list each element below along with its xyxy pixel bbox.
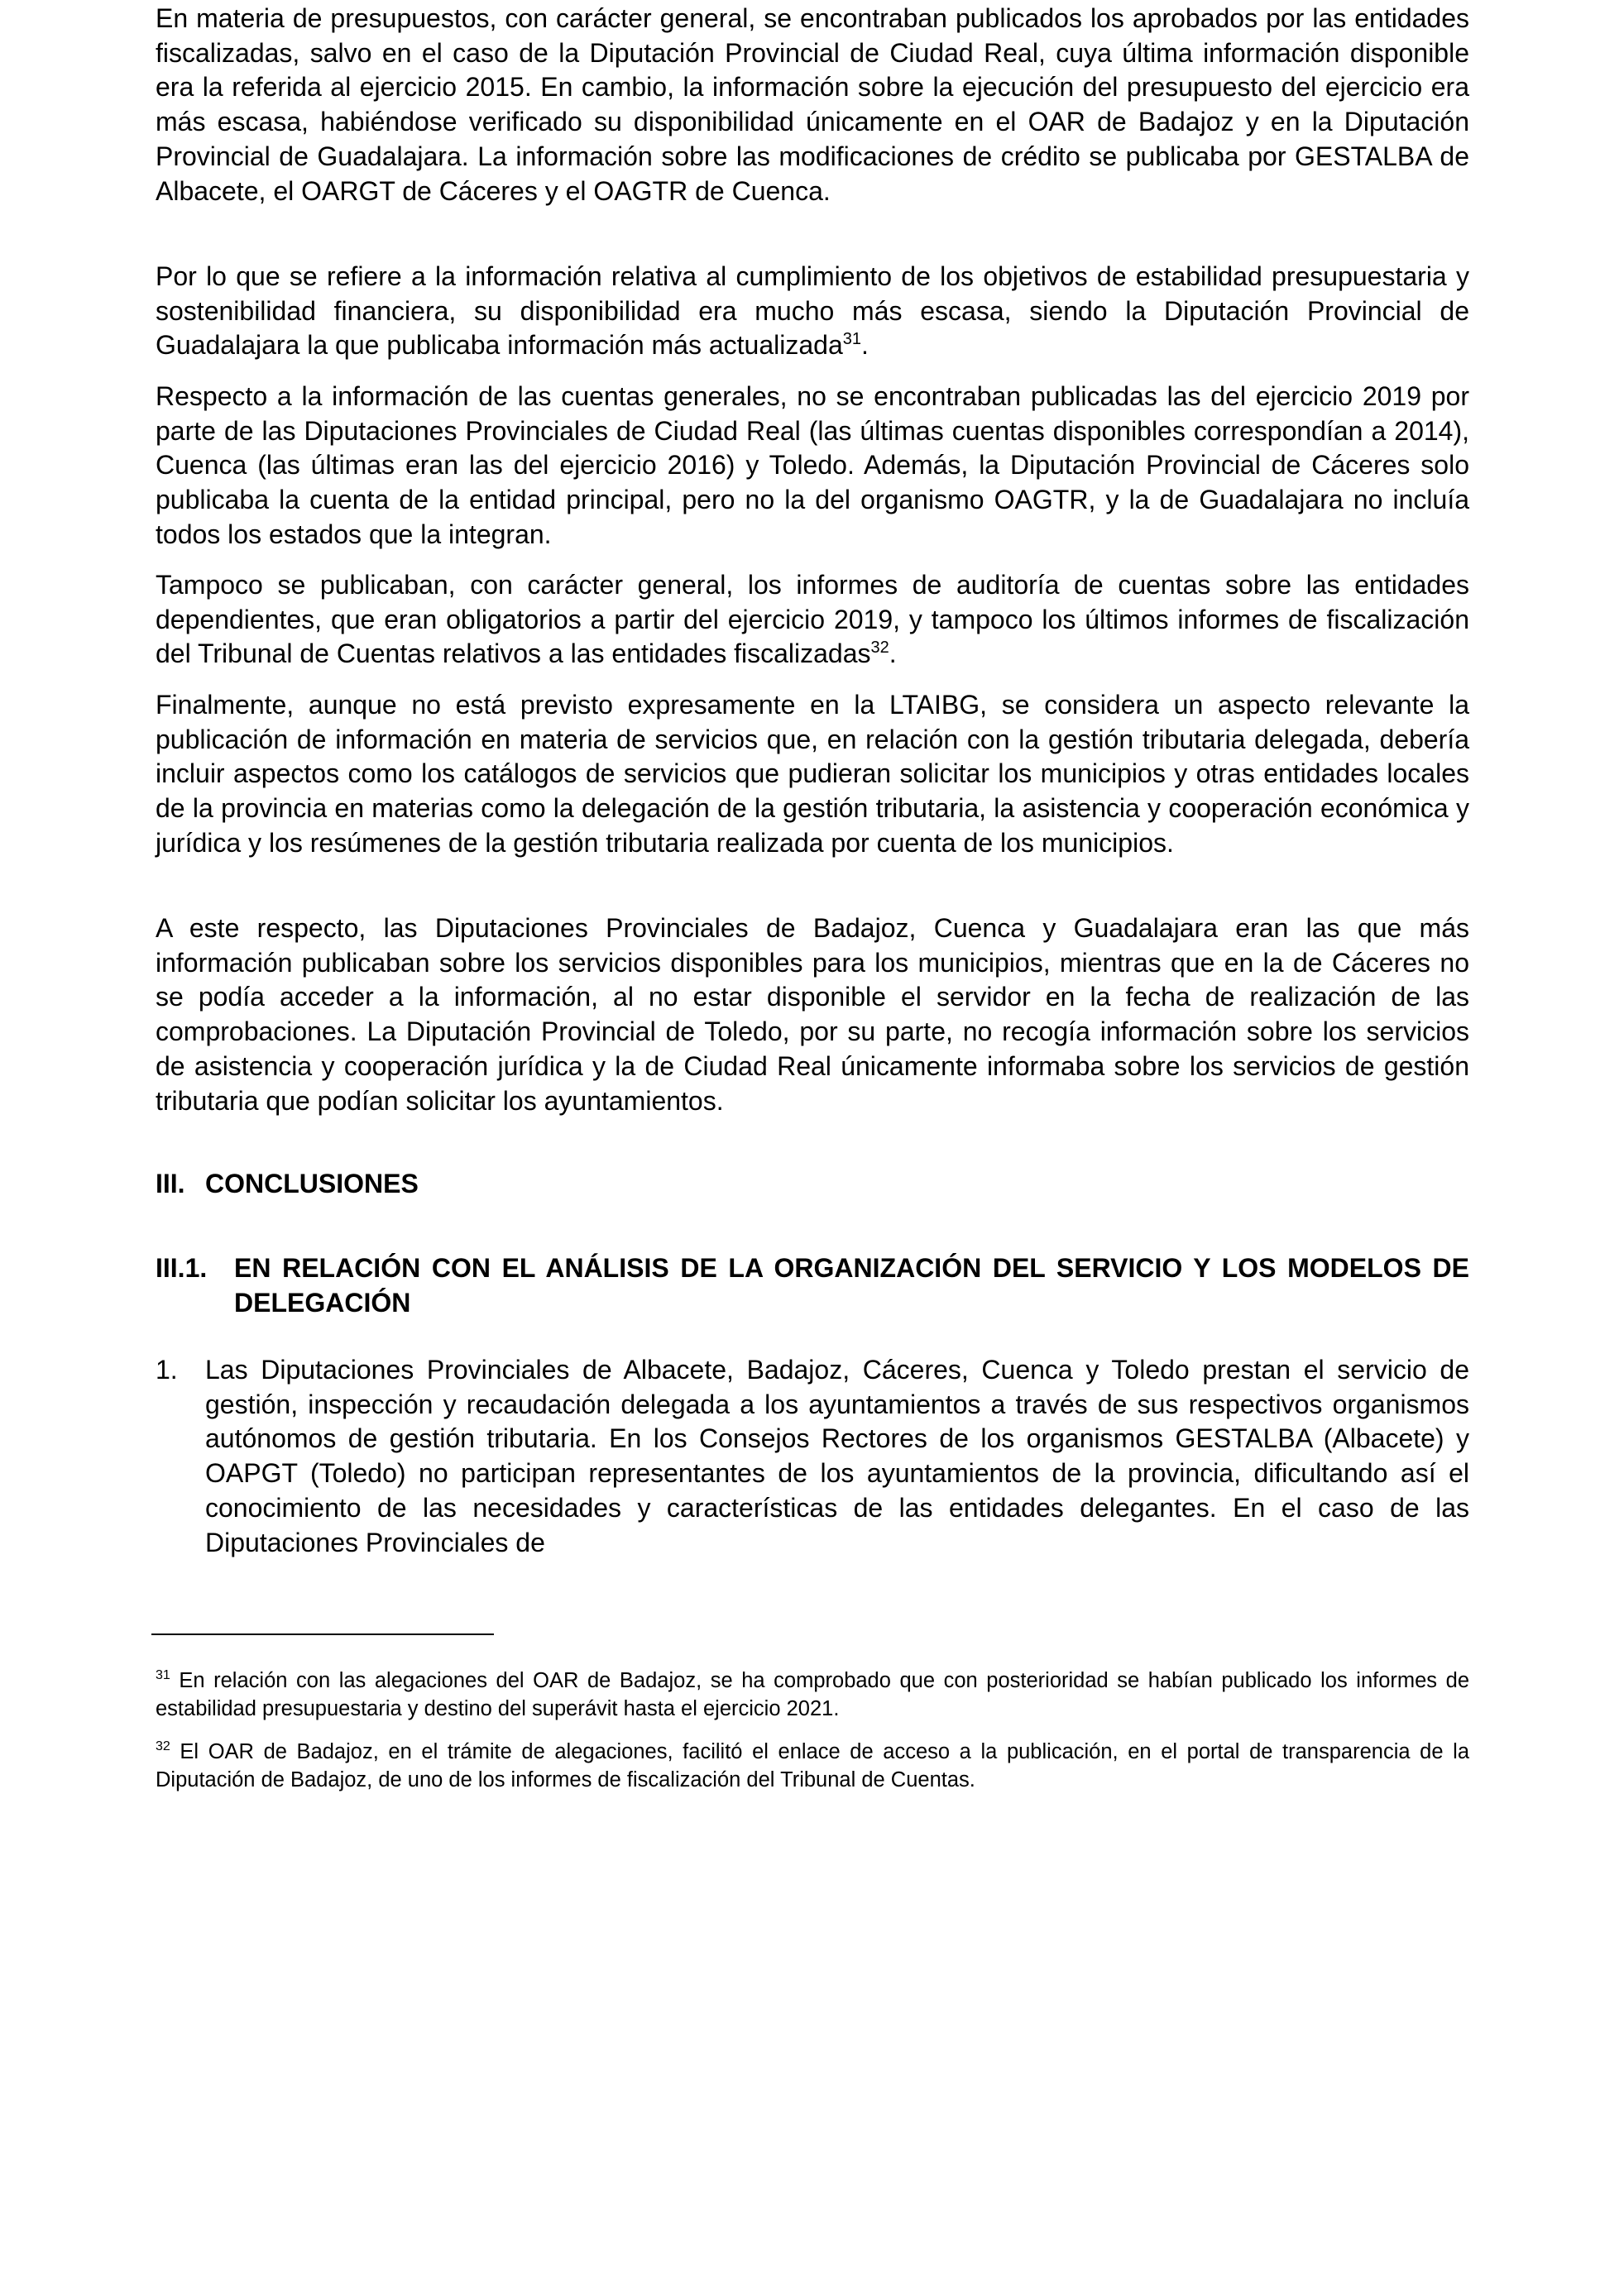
paragraph-estabilidad — [156, 260, 1469, 363]
list-item-number: 1. — [156, 1355, 178, 1385]
paragraph-text: Tampoco se publicaban, con carácter general, los informes de auditoría de cuentas sobre las entidades dependientes, que eran obligatorios a partir del ejercicio 2019, y tampoco los últimos informes de fiscalización del Tribunal de Cuentas relativos a las entidades fiscalizadas — [156, 570, 1469, 669]
paragraph-cuentas-generales: Respecto a la información de las cuentas generales, no se encontraban publicadas las del ejercicio 2019 por parte de las Diputaciones Provinciales de Ciudad Real (las últimas cuentas disponibles correspondían a 2014), Cuenca (las últimas eran las del ejercicio 2016) y Toledo. Además, la Diputación Provincial de Cáceres solo publicaba la cuenta de la entidad principal, pero no la del organismo OAGTR, y la de Guadalajara no incluía todos los estados que la integran. — [156, 381, 1469, 549]
paragraph-diputaciones-servicios: A este respecto, las Diputaciones Provinciales de Badajoz, Cuenca y Guadalajara eran las que más información publicaban sobre los servicios disponibles para los municipios, mientras que en la de Cáceres no se podía acceder a la información, al no estar disponible el servidor en la fecha de realización de las comprobaciones. La Diputación Provincial de Toledo, por su parte, no recogía información sobre los servicios de asistencia y cooperación jurídica y la de Ciudad Real únicamente informaba sobre los servicios de gestión tributaria que podían solicitar los ayuntamientos. — [156, 913, 1469, 1116]
footnote-32 — [156, 1738, 1469, 1794]
footnote-ref-31[interactable]: 31 — [842, 330, 861, 349]
paragraph-auditoria — [156, 568, 1469, 672]
subsection-heading — [156, 1251, 1469, 1320]
paragraph-end-punct: . — [860, 330, 869, 361]
section-heading-conclusiones — [156, 1167, 1469, 1202]
paragraph-presupuestos: En materia de presupuestos, con carácter general, se encontraban publicados los aprobados por las entidades fiscalizadas, salvo en el caso de la Diputación Provincial de Ciudad Real, cuya última información disponible era la referida al ejercicio 2015. En cambio, la información sobre la ejecución del presupuesto del ejercicio era más escasa, habiéndose verificado su disponibilidad únicamente en el OAR de Badajoz y en la Diputación Provincial de Guadalajara. La información sobre las modificaciones de crédito se publicaba por GESTALBA de Albacete, el OARGT de Cáceres y el OAGTR de Cuenca. — [156, 3, 1469, 206]
subsection-number: III.1. — [156, 1253, 208, 1283]
footnote-text: El OAR de Badajoz, en el trámite de alegaciones, facilitó el enlace de acceso a la publicación, en el portal de transparencia de la Diputación de Badajoz, de uno de los informes de fiscalización del Tribunal de Cuentas. — [156, 1740, 1469, 1791]
paragraph-servicios: Finalmente, aunque no está previsto expresamente en la LTAIBG, se considera un aspecto relevante la publicación de información en materia de servicios que, en relación con la gestión tributaria delegada, debería incluir aspectos como los catálogos de servicios que pudieran solicitar los municipios y otras entidades locales de la provincia en materias como la delegación de la gestión tributaria, la asistencia y cooperación económica y jurídica y los resúmenes de la gestión tributaria realizada por cuenta de los municipios. — [156, 690, 1469, 858]
footnote-ref-32[interactable]: 32 — [870, 639, 889, 658]
subsection-title: EN RELACIÓN CON EL ANÁLISIS DE LA ORGANIZACIÓN DEL SERVICIO Y LOS MODELOS DE DELEGACIÓN — [234, 1253, 1469, 1318]
footnote-text: En relación con las alegaciones del OAR de Badajoz, se ha comprobado que con posterioridad se habían publicado los informes de estabilidad presupuestaria y destino del superávit hasta el ejercicio 2021. — [156, 1669, 1469, 1720]
list-item-text: Las Diputaciones Provinciales de Albacete, Badajoz, Cáceres, Cuenca y Toledo prestan el servicio de gestión, inspección y recaudación delegada a los ayuntamientos a través de sus respectivos organismos autónomos de gestión tributaria. En los Consejos Rectores de los organismos GESTALBA (Albacete) y OAPGT (Toledo) no participan representantes de los ayuntamientos de la provincia, dificultando así el conocimiento de las necesidades y características de las entidades delegantes. En el caso de las Diputaciones Provinciales de — [205, 1355, 1469, 1557]
conclusion-list-item — [156, 1353, 1469, 1560]
footnote-number: 31 — [156, 1668, 170, 1682]
footnote-31 — [156, 1667, 1469, 1723]
footnote-separator — [151, 1634, 494, 1635]
section-title: CONCLUSIONES — [205, 1169, 419, 1198]
section-number: III. — [156, 1169, 185, 1198]
paragraph-end-punct: . — [889, 639, 897, 669]
paragraph-text: Por lo que se refiere a la información relativa al cumplimiento de los objetivos de estabilidad presupuestaria y sostenibilidad financiera, su disponibilidad era mucho más escasa, siendo la Diputación Provincial de Guadalajara la que publicaba información más actualizada — [156, 261, 1469, 361]
footnote-number: 32 — [156, 1739, 170, 1753]
